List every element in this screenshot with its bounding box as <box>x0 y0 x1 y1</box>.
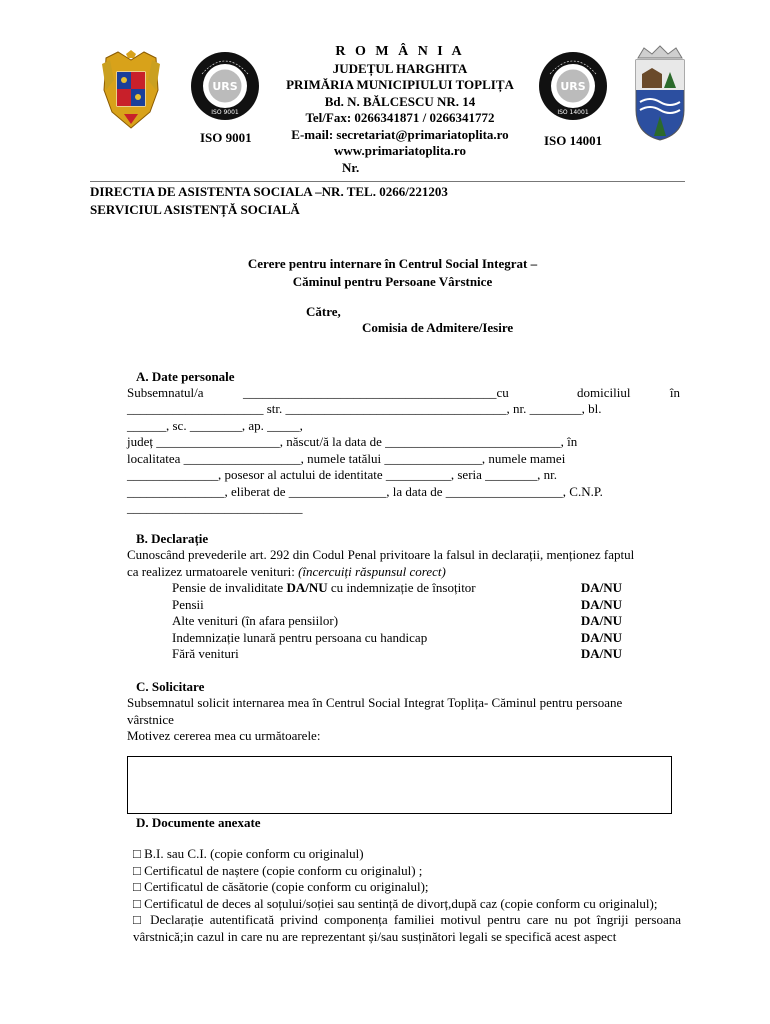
income-row <box>172 613 622 630</box>
request-line-3: Motivez cererea mea cu următoarele: <box>127 728 321 743</box>
declaration-intro-2 <box>127 564 446 581</box>
annexed-document-item[interactable]: □ Declarație autentificată privind componența familiei motivul pentru care nu pot îngriji persoana vârstnică;in cazul in care nu are reprezentant și/sau susținători legali se specifică acest aspect <box>133 912 681 944</box>
section-a-heading: A. Date personale <box>136 369 235 384</box>
annexed-document-item[interactable]: □ B.I. sau C.I. (copie conform cu originalul) <box>133 846 364 861</box>
country-name: R O M Â N I A <box>335 44 465 59</box>
romania-coat-of-arms-icon <box>100 50 162 132</box>
annexed-document-item[interactable]: □ Certificatul de naștere (copie conform cu originalul) ; <box>133 862 423 878</box>
department-line: DIRECTIA DE ASISTENTA SOCIALA –NR. TEL. 0266/221203 <box>90 184 448 199</box>
income-label: Fără venituri <box>172 646 239 661</box>
iso-9001-label: ISO 9001 <box>200 130 252 145</box>
personal-data-line-6[interactable]: ______________, posesor al actului de identitate __________, seria ________, nr. <box>127 467 558 482</box>
income-row <box>172 580 622 597</box>
income-answer-option[interactable]: DA/NU <box>580 613 622 628</box>
annexed-document-item[interactable]: □ Certificatul de căsătorie (copie conform cu originalul); <box>133 879 429 894</box>
income-label: Pensii <box>172 596 204 612</box>
document-title <box>150 255 635 291</box>
section-c-heading: C. Solicitare <box>136 679 205 694</box>
income-label: Pensie de invaliditate DA/NU cu indemnizație de însoțitor <box>172 580 476 595</box>
svg-text:URS: URS <box>212 80 238 93</box>
income-answer-option[interactable]: DA/NU <box>580 646 622 661</box>
personal-data-line-1[interactable] <box>127 385 680 401</box>
request-line-2: vârstnice <box>127 712 174 727</box>
title-line-1: Cerere pentru internare în Centrul Social Integrat – <box>247 256 538 271</box>
income-row <box>172 646 622 663</box>
title-line-2: Căminul pentru Persoane Vârstnice <box>292 274 493 289</box>
svg-text:ISO 14001: ISO 14001 <box>557 109 589 116</box>
department-block <box>90 183 448 219</box>
income-answer-option[interactable]: DA/NU <box>580 596 622 612</box>
urs-iso14001-seal-icon <box>538 50 608 122</box>
office-phone: Tel/Fax: 0266341871 / 0266341772 <box>305 110 495 125</box>
section-b-heading: B. Declarație <box>136 531 209 546</box>
iso-14001-label: ISO 14001 <box>544 133 603 148</box>
addressee-commission: Comisia de Admitere/Iesire <box>362 320 514 335</box>
section-d-heading: D. Documente anexate <box>136 815 261 830</box>
service-line: SERVICIUL ASISTENȚĂ SOCIALĂ <box>90 202 300 217</box>
income-row <box>172 597 622 614</box>
toplita-coat-of-arms-icon <box>630 44 690 142</box>
request-line-1: Subsemnatul solicit internarea mea în Centrul Social Integrat Toplița- Căminul pentru persoane <box>127 695 623 710</box>
reason-textbox[interactable] <box>127 756 672 814</box>
personal-data-line-3[interactable]: ______, sc. ________, ap. _____, <box>127 418 303 433</box>
name-blank[interactable]: _______________________________________cu <box>243 385 509 400</box>
declaration-intro-text: ca realizez urmatoarele venituri: <box>127 564 299 579</box>
annexed-document-item[interactable]: □ Certificatul de deces al soțului/soției sau sentință de divorț,după caz (copie conform cu originalul); <box>133 895 658 911</box>
annexed-documents-list <box>133 846 681 945</box>
income-label: Alte venituri (în afara pensiilor) <box>172 613 339 628</box>
domicile-label: domiciliul <box>577 385 631 400</box>
income-answer-option[interactable]: DA/NU <box>580 629 622 645</box>
addressee-to: Către, <box>306 304 341 319</box>
municipality-header <box>240 44 560 176</box>
personal-data-line-7[interactable]: _______________, eliberat de _______________, la data de __________________, C.N.P. <box>127 484 603 499</box>
personal-data-line-2[interactable]: _____________________ str. __________________________________, nr. ________, bl. <box>127 401 602 416</box>
personal-data-line-4[interactable]: județ ___________________, născut/ă la data de ___________________________, în <box>127 434 578 449</box>
personal-data-line-8[interactable]: ___________________________ <box>127 500 303 515</box>
office-website: www.primariatoplita.ro <box>334 143 466 158</box>
income-inline-option[interactable]: DA/NU <box>286 580 328 595</box>
declaration-instruction: (încercuiți răspunsul corect) <box>298 564 446 579</box>
income-row <box>172 630 622 647</box>
registration-number: Nr. <box>342 159 360 175</box>
in-label: în <box>669 385 680 400</box>
income-label: Indemnizație lunară pentru persoana cu handicap <box>172 629 428 645</box>
office-email: E-mail: secretariat@primariatoplita.ro <box>291 126 509 142</box>
income-answer-option[interactable]: DA/NU <box>580 580 622 595</box>
county-name: JUDEȚUL HARGHITA <box>332 60 468 76</box>
personal-data-line-5[interactable]: localitatea __________________, numele tatălui _______________, numele mamei <box>127 451 566 466</box>
svg-text:URS: URS <box>560 80 586 93</box>
header-divider <box>90 181 685 182</box>
subsemnatul-label: Subsemnatul/a <box>127 385 204 400</box>
office-name: PRIMĂRIA MUNICIPIULUI TOPLIȚA <box>286 77 514 92</box>
declaration-intro-1: Cunoscând prevederile art. 292 din Codul Penal privitoare la falsul in declarații, menționez faptul <box>127 547 635 562</box>
office-address: Bd. N. BĂLCESCU NR. 14 <box>324 93 476 109</box>
svg-text:ISO 9001: ISO 9001 <box>211 109 239 116</box>
